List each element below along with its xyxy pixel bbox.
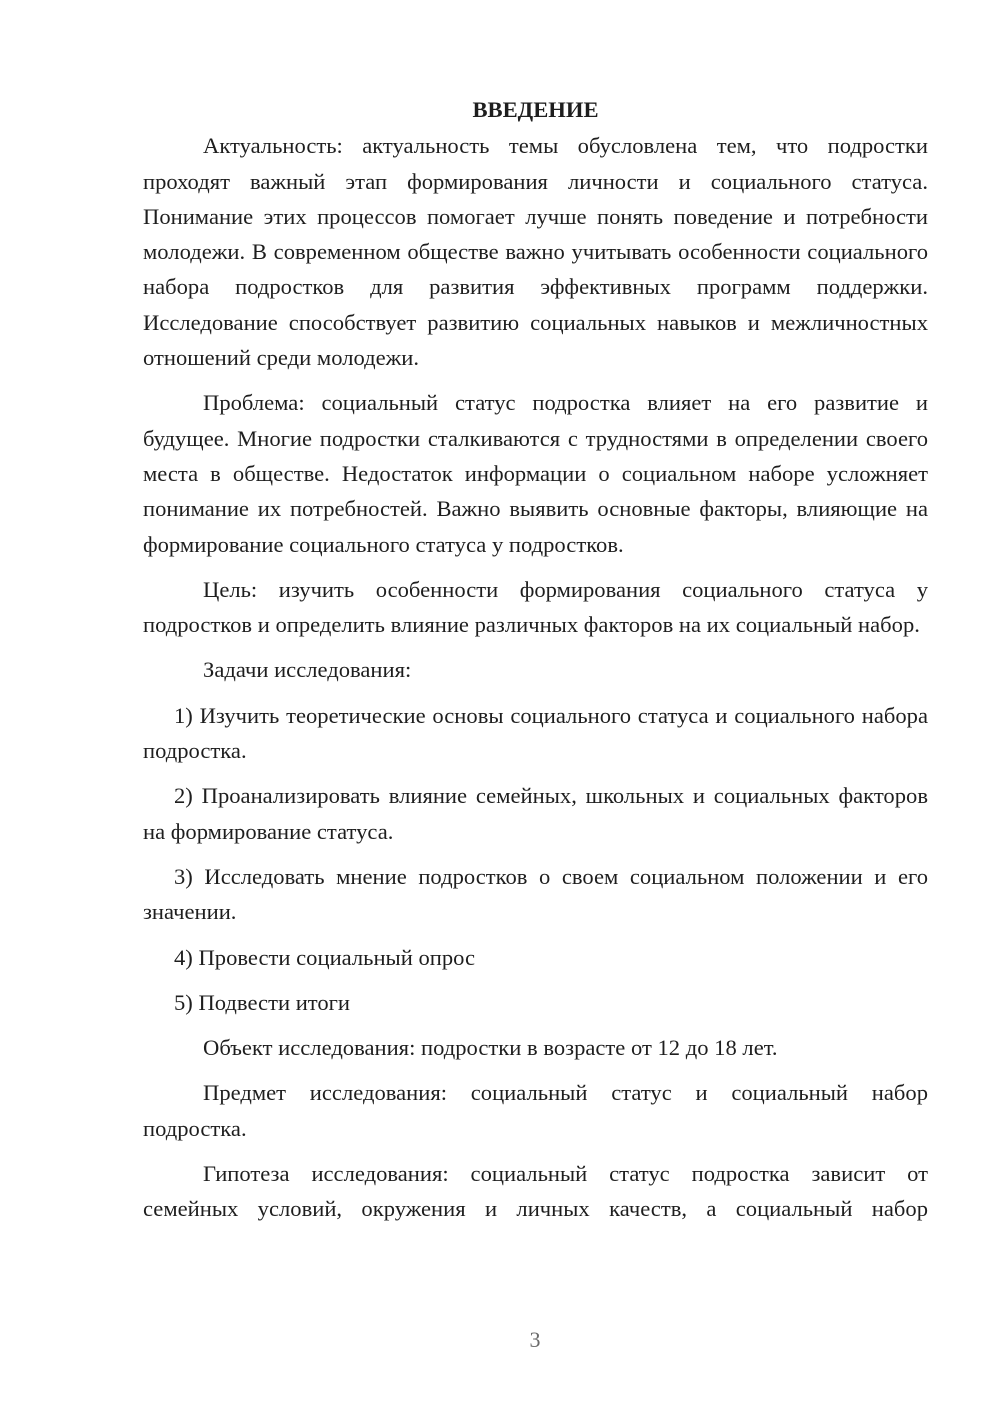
document-page (143, 92, 928, 1237)
tasks-heading: Задачи исследования: (203, 657, 412, 683)
goal-paragraph: Цель: изучить особенности формирования социального статуса у подростков и определить влияние различных факторов на их социальный набор. (143, 576, 928, 638)
section-title: ВВЕДЕНИЕ (472, 97, 599, 122)
relevance-paragraph: Актуальность: актуальность темы обусловлена тем, что подростки проходят важный этап формирования личности и социального статуса. Понимание этих процессов помогает лучше понять поведение и потребности молодежи. В современном обществе важно учитывать особенности социального набора подростков для развития эффективных программ поддержки. Исследование способствует развитию социальных навыков и межличностных отношений среди молодежи. (143, 133, 928, 371)
task-item: 3) Исследовать мнение подростков о своем социальном положении и его значении. (143, 863, 928, 925)
task-item: 2) Проанализировать влияние семейных, школьных и социальных факторов на формирование статуса. (143, 783, 928, 844)
page-number: 3 (529, 1327, 541, 1352)
problem-paragraph: Проблема: социальный статус подростка влияет на его развитие и будущее. Многие подростки сталкиваются с трудностями в определении своего места в обществе. Недостаток информации о социальном наборе усложняет понимание их потребностей. Важно выявить основные факторы, влияющие на формирование социального статуса у подростков. (143, 390, 928, 557)
subject-paragraph: Предмет исследования: социальный статус и социальный набор подростка. (143, 1080, 928, 1141)
task-item: 5) Подвести итоги (174, 989, 351, 1015)
hypothesis-paragraph: Гипотеза исследования: социальный статус подростка зависит от семейных условий, окружения и личных качеств, а социальный набор (143, 1161, 928, 1222)
task-item: 4) Провести социальный опрос (174, 944, 476, 970)
object-paragraph: Объект исследования: подростки в возрасте от 12 до 18 лет. (203, 1035, 778, 1061)
task-item: 1) Изучить теоретические основы социального статуса и социального набора подростка. (143, 702, 928, 764)
